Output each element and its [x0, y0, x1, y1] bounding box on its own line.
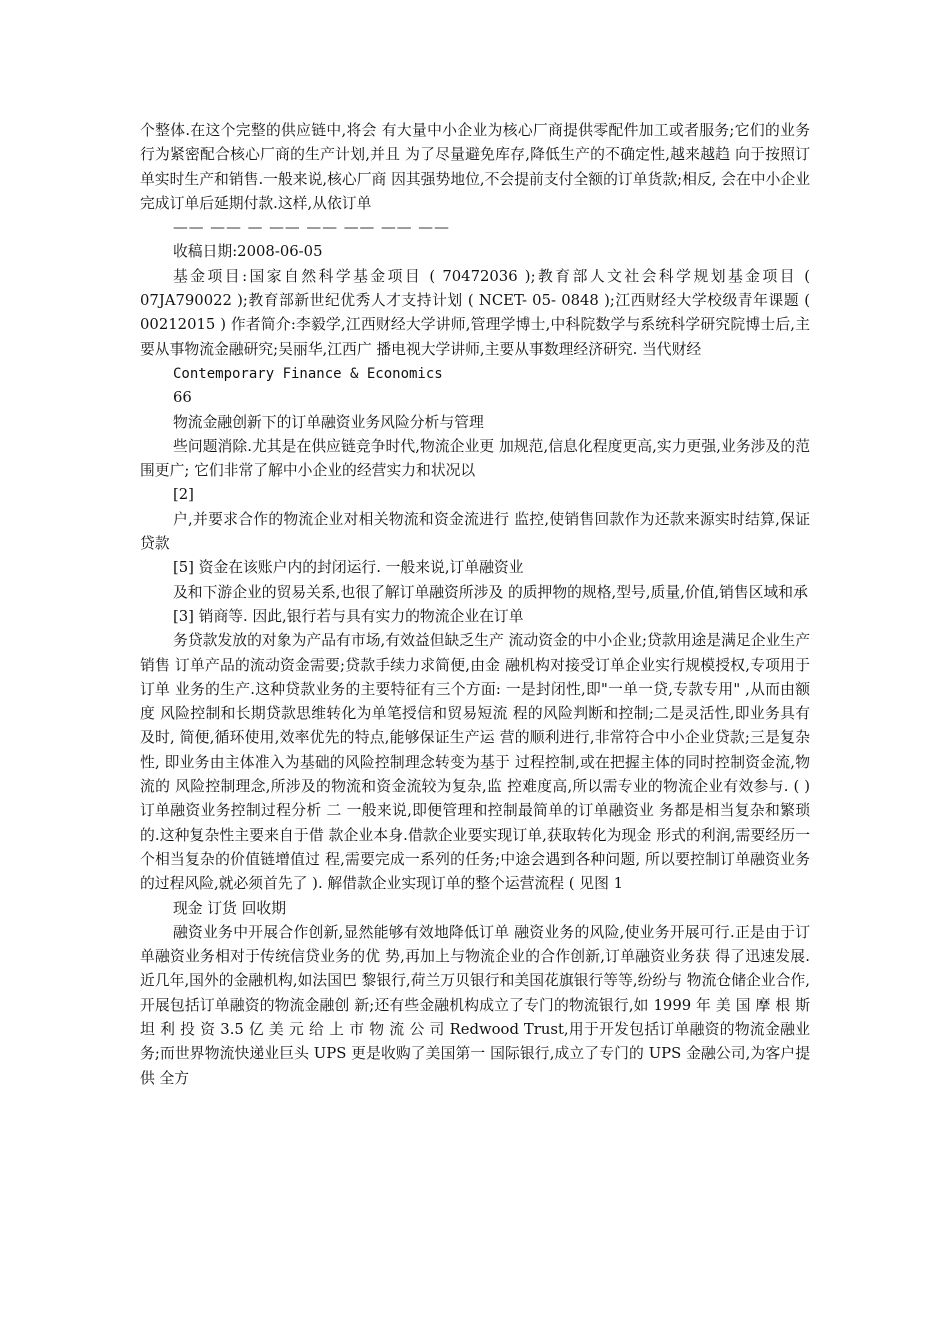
paragraph: 务贷款发放的对象为产品有市场,有效益但缺乏生产 流动资金的中小企业;贷款用途是满足企业生产销售 订单产品的流动资金需要;贷款手续力求简便,由金 融机构对接受订单企业实行规模授权,专项用于订单 业务的生产.这种贷款业务的主要特征有三个方面: 一是封闭性,即"一单一贷,专款专用" ,从而由额度 风险控制和长期贷款思维转化为单笔授信和贸易短流 程的风险判断和控制;二是灵活性,即业务具有及时, 简便,循环使用,效率优先的特点,能够保证生产运 营的顺利进行,非常符合中小企业贷款;三是复杂性, 即业务由主体准入为基础的风险控制理念转变为基于 过程控制,或在把握主体的同时控制资金流,物流的 风险控制理念,所涉及的物流和资金流较为复杂,监 控难度高,所以需专业的物流企业有效参与. ( ) 订单融资业务控制过程分析 二 一般来说,即便管理和控制最简单的订单融资业 务都是相当复杂和繁琐的.这种复杂性主要来自于借 款企业本身.借款企业要实现订单,获取转化为现金 形式的利润,需要经历一个相当复杂的价值链增值过 程,需要完成一系列的任务;中途会遇到各种问题, 所以要控制订单融资业务的过程风险,就必须首先了 ). 解借款企业实现订单的整个运营流程 ( 见图 1 — [140, 632, 810, 893]
paragraph: [5] 资金在该账户内的封闭运行. 一般来说,订单融资业 — [173, 559, 524, 577]
paragraph: 及和下游企业的贸易关系,也很了解订单融资所涉及 的质押物的规格,型号,质量,价值,销售区域和承 — [173, 583, 808, 601]
paragraph: [3] 销商等. 因此,银行若与具有实力的物流企业在订单 — [173, 607, 524, 625]
reference-mark: [2] — [173, 486, 194, 504]
document-body — [140, 119, 810, 1091]
paragraph: 户,并要求合作的物流企业对相关物流和资金流进行 监控,使销售回款作为还款来源实时结算,保证贷款 — [140, 510, 810, 553]
paragraph: 个整体.在这个完整的供应链中,将会 有大量中小企业为核心厂商提供零配件加工或者服务;它们的业务行为紧密配合核心厂商的生产计划,并且 为了尽量避免库存,降低生产的不确定性,越来越趋 向于按照订单实时生产和销售.一般来说,核心厂商 因其强势地位,不会提前支付全额的订单货款;相反, 会在中小企业完成订单后延期付款.这样,从依订单 — [140, 122, 810, 212]
paragraph: 些问题消除.尤其是在供应链竞争时代,物流企业更 加规范,信息化程度更高,实力更强,业务涉及的范 围更广; 它们非常了解中小企业的经营实力和状况以 — [140, 437, 810, 480]
footnote-separator: —— —— — —— —— —— —— —— — [173, 219, 450, 237]
page-number: 66 — [173, 389, 192, 407]
received-date: 收稿日期:2008-06-05 — [173, 243, 323, 261]
figure-labels: 现金 订货 回收期 — [173, 899, 286, 917]
article-title: 物流金融创新下的订单融资业务风险分析与管理 — [173, 413, 484, 431]
paragraph: 融资业务中开展合作创新,显然能够有效地降低订单 融资业务的风险,使业务开展可行.正是由于订单融资业务相对于传统信贷业务的优 势,再加上与物流企业的合作创新,订单融资业务获 得了迅速发展.近几年,国外的金融机构,如法国巴 黎银行,荷兰万贝银行和美国花旗银行等等,纷纷与 物流仓储企业合作,开展包括订单融资的物流金融创 新;还有些金融机构成立了专门的物流银行,如 1999 年 美 国 摩 根 斯 坦 利 投 资 3.5 亿 美 元 给 上 市 物 流 公 司 Redwood Trust,用于开发包括订单融资的物流金融业 务;而世界物流快递业巨头 UPS 更是收购了美国第一 国际银行,成立了专门的 UPS 金融公司,为客户提供 全方 — [140, 923, 810, 1087]
journal-name: Contemporary Finance & Economics — [173, 365, 443, 382]
fund-info: 基金项目:国家自然科学基金项目 ( 70472036 );教育部人文社会科学规划基金项目 ( 07JA790022 );教育部新世纪优秀人才支持计划 ( NCET- 05- 0848 );江西财经大学校级青年课题 ( 00212015 ) 作者简介:李毅学,江西财经大学讲师,管理学博士,中科院数学与系统科学研究院博士后,主要从事物流金融研究;吴丽华,江西广 播电视大学讲师,主要从事数理经济研究. 当代财经 — [140, 267, 810, 358]
